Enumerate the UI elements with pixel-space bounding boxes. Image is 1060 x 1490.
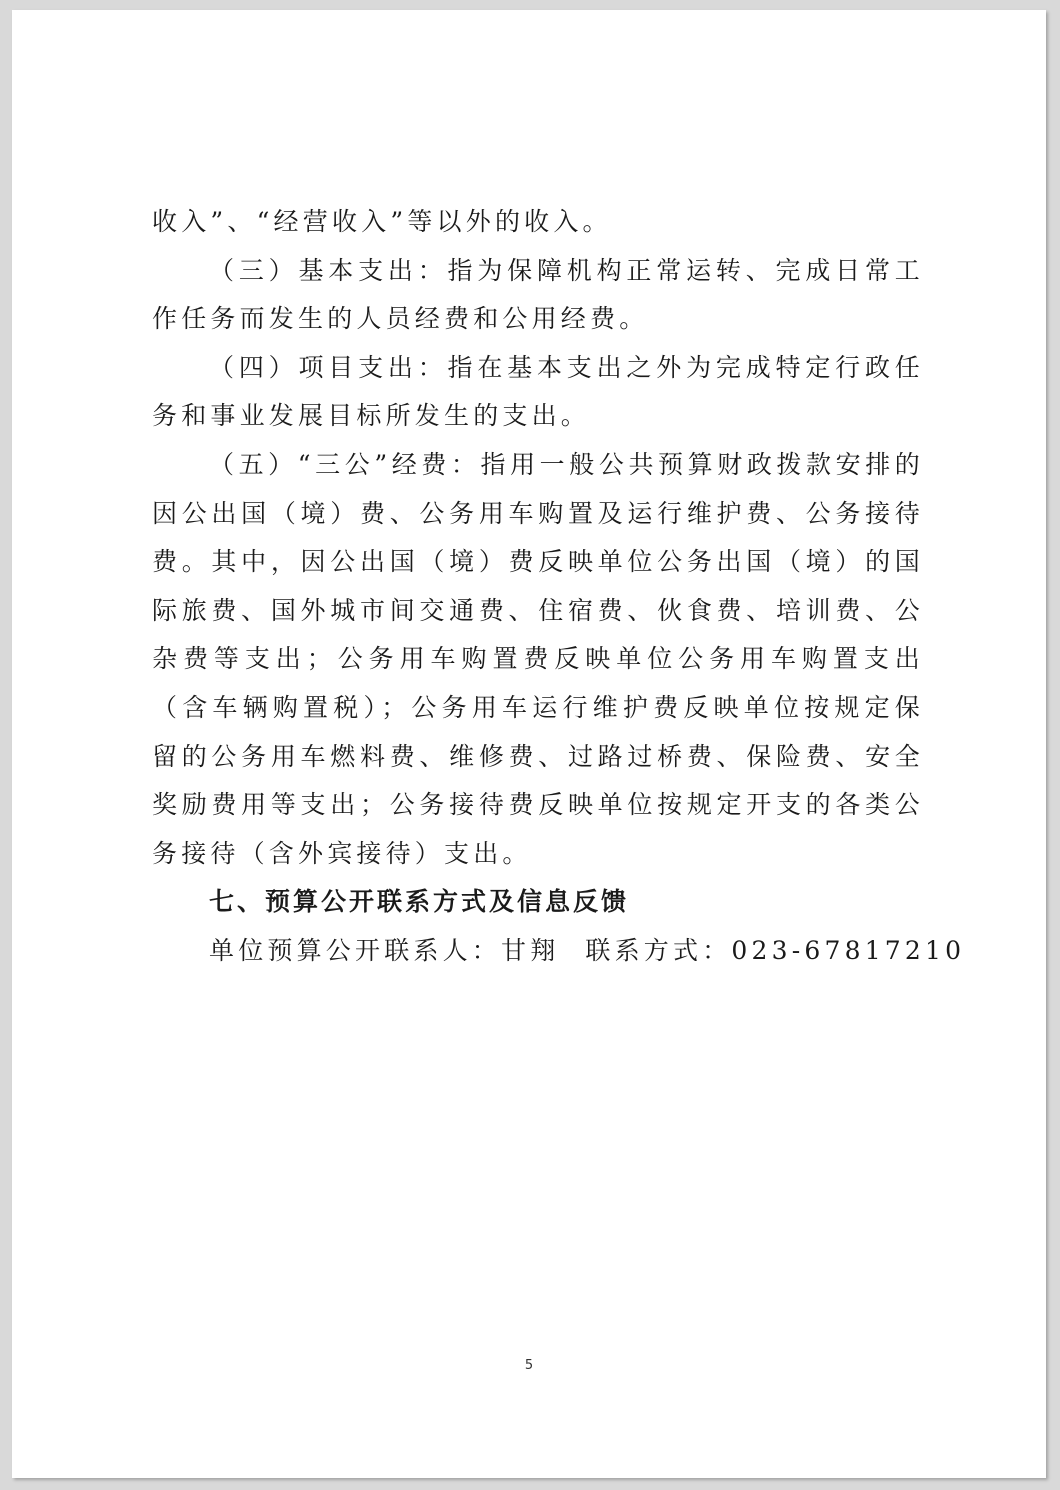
section-heading: 七、预算公开联系方式及信息反馈 xyxy=(209,887,630,917)
paragraph-continuation: 收入”、“经营收入”等以外的收入。 xyxy=(152,207,612,236)
contact-method: 联系方式：023-67817210 xyxy=(585,935,966,965)
contact-line xyxy=(152,927,966,976)
document-body xyxy=(152,198,966,976)
paragraph-basic-expenditure: （三）基本支出：指为保障机构正常运转、完成日常工作任务而发生的人员经费和公用经费。 xyxy=(152,255,924,334)
document-page xyxy=(12,10,1046,1478)
paragraph-three-public-expenses: （五）“三公”经费：指用一般公共预算财政拨款安排的因公出国（境）费、公务用车购置及运行维护费、公务接待费。其中，因公出国（境）费反映单位公务出国（境）的国际旅费、国外城市间交通费、住宿费、伙食费、培训费、公杂费等支出；公务用车购置费反映单位公务用车购置支出（含车辆购置税）；公务用车运行维护费反映单位按规定保留的公务用车燃料费、维修费、过路过桥费、保险费、安全奖励费用等支出；公务接待费反映单位按规定开支的各类公务接待（含外宾接待）支出。 xyxy=(152,449,924,868)
page-number: 5 xyxy=(524,1358,534,1373)
contact-person: 单位预算公开联系人：甘翔 xyxy=(209,935,560,965)
paragraph-project-expenditure: （四）项目支出：指在基本支出之外为完成特定行政任务和事业发展目标所发生的支出。 xyxy=(152,352,924,431)
